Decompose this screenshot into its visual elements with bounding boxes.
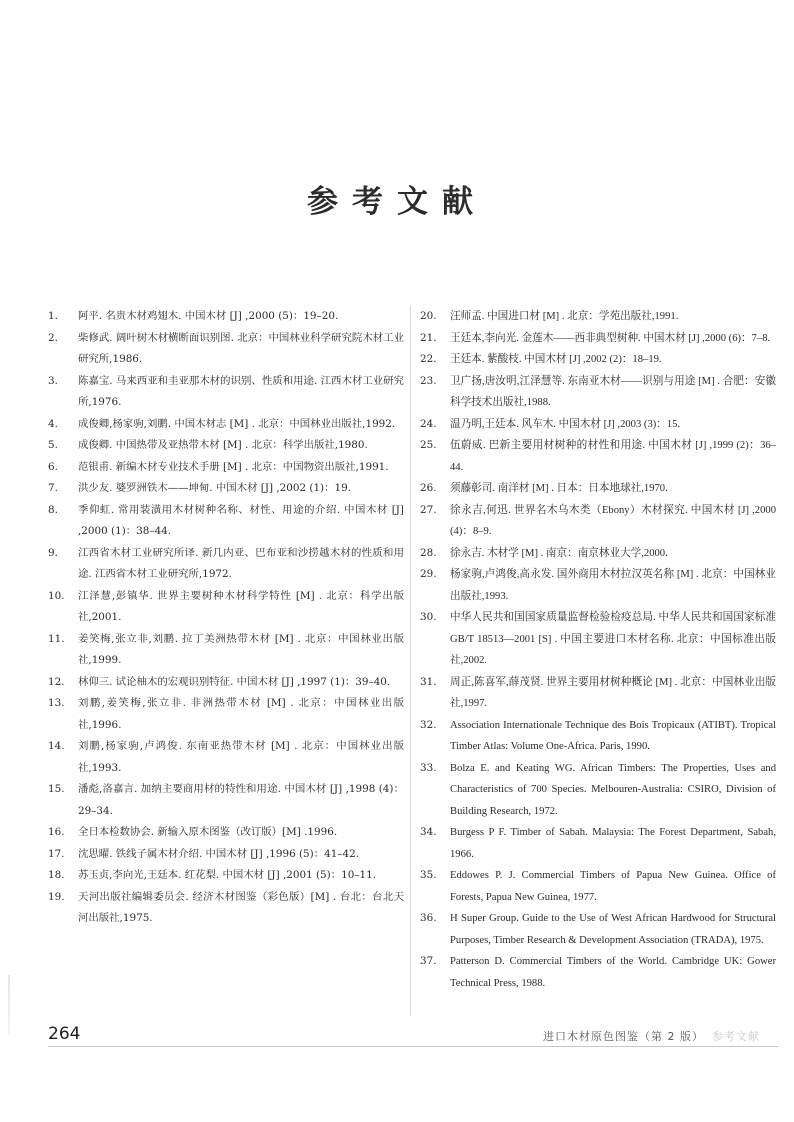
reference-item [48, 306, 404, 328]
reference-text: Patterson D. Commercial Timbers of the World. Cambridge UK: Gower Technical Press, 1988. [450, 956, 776, 989]
reference-text: 陈嘉宝. 马来西亚和圭亚那木材的识别、性质和用途. 江西木材工业研究所,1976. [78, 374, 404, 408]
reference-item [48, 844, 404, 866]
reference-item [48, 500, 404, 543]
reference-item [48, 822, 404, 844]
margin-mark [8, 975, 10, 1035]
reference-text: 洪少友. 婆罗洲铁木——坤甸. 中国木材 [J] ,2002 (1)：19. [78, 482, 352, 494]
running-footer [543, 1028, 760, 1044]
reference-item [420, 371, 776, 414]
reference-number: 6. [48, 460, 58, 473]
reference-item [420, 672, 776, 715]
reference-item [48, 478, 404, 500]
footer-rule [48, 1046, 778, 1047]
reference-item [48, 457, 404, 479]
reference-number: 24. [420, 417, 437, 430]
reference-number: 28. [420, 546, 437, 559]
reference-text: Burgess P F. Timber of Sabah. Malaysia: The Forest Department, Sabah, 1966. [450, 827, 776, 860]
reference-number: 11. [48, 632, 65, 645]
page-title: 参考文献 [307, 184, 487, 220]
reference-number: 37. [420, 955, 437, 967]
reference-item [48, 887, 404, 930]
reference-list-left [48, 306, 404, 930]
reference-item [420, 306, 776, 328]
reference-text: 中华人民共和国国家质量监督检验检疫总局. 中华人民共和国国家标准GB/T 18513—2001 [S] . 中国主要进口木材名称. 北京：中国标准出版社,2002. [450, 612, 776, 666]
reference-item [48, 779, 404, 822]
reference-number: 19. [48, 890, 65, 903]
reference-item [48, 736, 404, 779]
reference-item [420, 543, 776, 565]
reference-text: 姜笑梅,张立非,刘鹏. 拉丁美洲热带木材 [M] . 北京：中国林业出版社,1999. [78, 632, 404, 666]
reference-text: 全日本检数协会. 新输入原木图鉴（改订版）[M] .1996. [78, 826, 338, 838]
reference-number: 1. [48, 310, 58, 322]
reference-item [48, 629, 404, 672]
reference-number: 5. [48, 439, 58, 451]
reference-text: H Super Group. Guide to the Use of West African Hardwood for Structural Purposes, Timber Research & Development Association (TRADA), 1975. [450, 913, 776, 946]
reference-number: 2. [48, 331, 58, 344]
reference-text: 伍蔚威. 巴新主要用材树种的材性和用途. 中国木材 [J] ,1999 (2)：36–44. [450, 440, 776, 473]
reference-item [48, 543, 404, 586]
reference-item [420, 349, 776, 371]
reference-number: 33. [420, 761, 437, 774]
reference-number: 15. [48, 783, 65, 795]
book-title: 进口木材原色图鉴（第 2 版） [543, 1030, 704, 1043]
reference-text: 江西省木材工业研究所译. 新几内亚、巴布亚和沙捞越木材的性质和用途. 江西省木材工业研究所,1972. [78, 546, 404, 580]
reference-item [420, 564, 776, 607]
reference-text: 林仰三. 试论柚木的宏观识别特征. 中国木材 [J] ,1997 (1)：39–40. [78, 675, 391, 688]
reference-text: Eddowes P. J. Commercial Timbers of Papua New Guinea. Office of Forests, Papua New Guinea, 1977. [450, 870, 776, 903]
reference-text: Association Internationale Technique des Bois Tropicaux (ATIBT). Tropical Timber Atlas: Volume One-Africa. Paris, 1990. [450, 719, 776, 752]
reference-text: 王廷本. 紫酸枝. 中国木材 [J] ,2002 (2)：18–19. [450, 354, 662, 365]
reference-text: 江泽慧,彭镇华. 世界主要树种木材科学特性 [M] . 北京：科学出版社,2001. [78, 589, 404, 623]
reference-item [420, 865, 776, 908]
reference-number: 13. [48, 697, 65, 709]
reference-list-right [420, 306, 776, 994]
reference-number: 8. [48, 503, 58, 516]
reference-text: 周正,陈喜军,薛茂贤. 世界主要用材树种概论 [M] . 北京：中国林业出版社,1997. [450, 676, 776, 709]
reference-text: 苏玉贞,李向光,王廷本. 红花梨. 中国木材 [J] ,2001 (5)：10–11. [78, 869, 377, 881]
reference-item [420, 951, 776, 994]
reference-text: 范银甫. 新编木材专业技术手册 [M] . 北京：中国物资出版社,1991. [78, 460, 389, 473]
reference-text: Bolza E. and Keating WG. African Timbers: The Properties, Uses and Characteristics of 700 Species. Melbouren-Australia: CSIRO, Division of Building Research, 1972. [450, 762, 776, 817]
reference-text: 王廷本,李向光. 金莲木——西非典型树种. 中国木材 [J] ,2000 (6)：7–8. [450, 332, 771, 344]
reference-item [420, 908, 776, 951]
reference-number: 16. [48, 826, 65, 838]
reference-item [420, 435, 776, 478]
reference-text: 徐永吉,何迅. 世界名木乌木类（Ebony）木材探究. 中国木材 [J] ,2000 (4)：8–9. [450, 504, 776, 537]
reference-number: 35. [420, 869, 437, 881]
reference-text: 汪师孟. 中国进口材 [M] . 北京：学苑出版社,1991. [450, 311, 679, 322]
reference-number: 29. [420, 568, 437, 580]
reference-text: 杨家驹,卢鸿俊,高永发. 国外商用木材拉汉英名称 [M] . 北京：中国林业出版社,1993. [450, 569, 776, 602]
section-name: 参考文献 [712, 1030, 760, 1043]
reference-item [420, 328, 776, 350]
reference-number: 23. [420, 374, 437, 387]
reference-number: 26. [420, 482, 437, 494]
reference-text: 刘鹏,姜笑梅,张立非. 非洲热带木材 [M] . 北京：中国林业出版社,1996. [78, 697, 404, 731]
reference-number: 32. [420, 718, 437, 731]
reference-text: 徐永吉. 木材学 [M] . 南京：南京林业大学,2000. [450, 547, 668, 559]
reference-number: 27. [420, 503, 437, 516]
reference-text: 潘彪,洛嘉言. 加纳主要商用材的特性和用途. 中国木材 [J] ,1998 (4)：29–34. [78, 783, 404, 817]
reference-item [48, 414, 404, 436]
reference-item [420, 414, 776, 436]
reference-item [48, 672, 404, 694]
reference-text: 季仰虹. 常用装潢用木材树种名称、材性、用途的介绍. 中国木材 [J] ,2000 (1)：38–44. [78, 503, 404, 537]
reference-text: 柴修武. 阔叶树木材横断面识别图. 北京：中国林业科学研究院木材工业研究所,1986. [78, 331, 404, 365]
reference-item [48, 371, 404, 414]
reference-number: 22. [420, 353, 437, 365]
reference-number: 9. [48, 546, 58, 559]
reference-text: 成俊卿,杨家驹,刘鹏. 中国木材志 [M] . 北京：中国林业出版社,1992. [78, 417, 396, 430]
reference-number: 3. [48, 374, 58, 387]
reference-number: 30. [420, 611, 437, 623]
reference-item [420, 758, 776, 823]
reference-number: 17. [48, 847, 65, 860]
page-number: 264 [48, 1024, 81, 1044]
reference-text: 阿平. 名贵木材鸡翅木. 中国木材 [J] ,2000 (5)：19–20. [78, 310, 339, 322]
reference-item [48, 586, 404, 629]
reference-item [420, 822, 776, 865]
reference-item [48, 435, 404, 457]
reference-number: 7. [48, 482, 58, 494]
reference-number: 12. [48, 675, 65, 688]
reference-number: 25. [420, 439, 437, 451]
reference-text: 成俊卿. 中国热带及亚热带木材 [M] . 北京：科学出版社,1980. [78, 439, 368, 451]
reference-number: 4. [48, 417, 58, 430]
reference-text: 刘鹏,杨家驹,卢鸿俊. 东南亚热带木材 [M] . 北京：中国林业出版社,1993. [78, 740, 404, 774]
reference-item [48, 328, 404, 371]
reference-text: 温乃明,王廷本. 风车木. 中国木材 [J] ,2003 (3)：15. [450, 418, 681, 430]
reference-item [420, 500, 776, 543]
reference-item [420, 478, 776, 500]
reference-item [48, 693, 404, 736]
reference-number: 31. [420, 675, 437, 688]
reference-number: 14. [48, 740, 65, 752]
reference-number: 34. [420, 826, 437, 838]
reference-number: 10. [48, 589, 65, 602]
reference-text: 天河出版社编辑委员会. 经济木材图鉴（彩色版）[M] . 台北：台北天河出版社,1975. [78, 890, 404, 924]
reference-text: 卫广扬,唐汝明,江泽慧等. 东南亚木材——识别与用途 [M] . 合肥：安徽科学技术出版社,1988. [450, 375, 776, 408]
reference-number: 36. [420, 912, 437, 924]
column-divider [410, 306, 411, 1016]
reference-text: 沈思曜. 铁线子属木材介绍. 中国木材 [J] ,1996 (5)：41–42. [78, 847, 360, 860]
reference-number: 18. [48, 869, 65, 881]
reference-item [420, 607, 776, 672]
reference-text: 须藤彰司. 南洋材 [M] . 日本：日本地球社,1970. [450, 483, 668, 494]
reference-number: 20. [420, 310, 437, 322]
reference-item [48, 865, 404, 887]
reference-item [420, 715, 776, 758]
reference-number: 21. [420, 331, 437, 344]
